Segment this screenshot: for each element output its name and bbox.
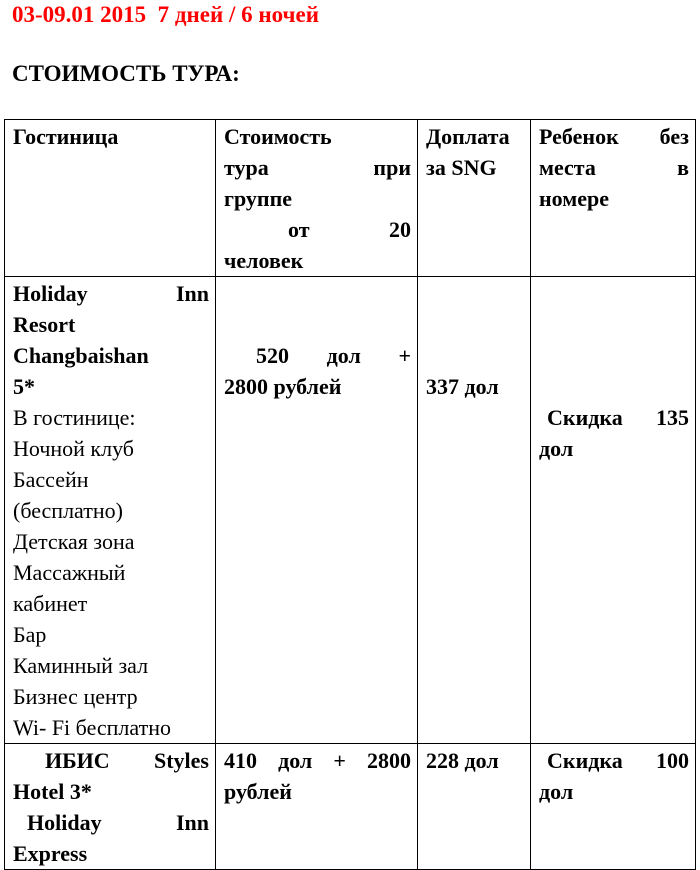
header-child: Ребенок без места в номере (531, 120, 696, 277)
sng-cell: 337 дол (418, 277, 531, 744)
child-discount-cell: Скидка 100 дол (531, 744, 696, 870)
tour-price-title: СТОИМОСТЬ ТУРА: (12, 61, 240, 86)
table-row (5, 277, 696, 744)
header-hotel: Гостиница (5, 120, 216, 277)
amenity-item: Бизнес центр (13, 684, 138, 709)
amenity-item: Детская зона (13, 529, 135, 554)
sng-cell: 228 дол (418, 744, 531, 870)
price-cell: 520 дол + 2800 рублей (216, 277, 418, 744)
price-table (4, 119, 696, 870)
amenity-item: Каминный зал (13, 653, 149, 678)
header-price: Стоимость тура при группе от 20 человек (216, 120, 418, 277)
amenity-item: кабинет (13, 591, 88, 616)
amenity-item: Бар (13, 622, 47, 647)
table-row (5, 744, 696, 870)
amenity-item: В гостинице: (13, 405, 136, 430)
child-discount-cell: Скидка 135 дол (531, 277, 696, 744)
table-header-row (5, 120, 696, 277)
amenity-item: Ночной клуб (13, 436, 134, 461)
price-cell: 410 дол + 2800 рублей (216, 744, 418, 870)
tour-dates-heading: 03-09.01 2015 7 дней / 6 ночей (12, 2, 319, 27)
amenity-item: (бесплатно) (13, 498, 123, 523)
amenity-item: Массажный (13, 560, 126, 585)
amenity-item: Бассейн (13, 467, 89, 492)
amenity-item: Wi- Fi бесплатно (13, 715, 171, 740)
hotel-cell-ibis-styles: ИБИС Styles Hotel 3* Holiday Inn Express (5, 744, 216, 870)
hotel-cell-holiday-inn-resort: Holiday Inn Resort Changbaishan 5* В гостинице: Ночной клуб Бассейн (бесплатно) Детская зона Массажный кабинет Бар Каминный зал Бизнес центр Wi- Fi бесплатно (5, 277, 216, 744)
header-sng: Доплата за SNG (418, 120, 531, 277)
